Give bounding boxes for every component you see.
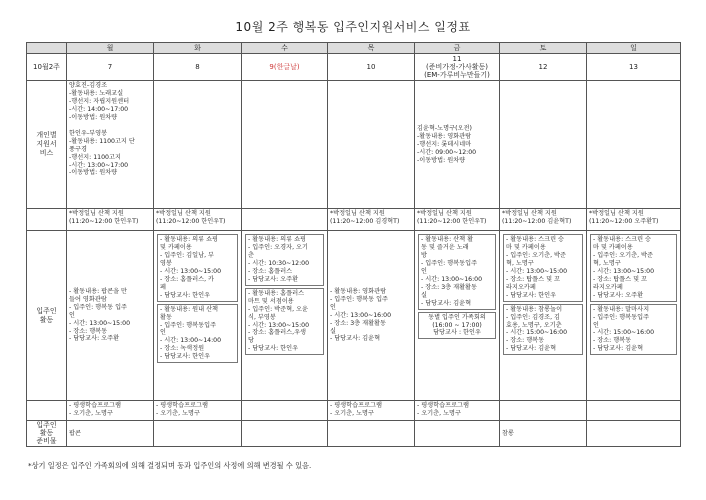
activity-wed: [242, 231, 328, 401]
education-label: [27, 401, 67, 421]
activity-label: 입주인 활동: [27, 231, 67, 401]
supplies-fri: [415, 421, 500, 447]
education-fri: - 평생학습프로그램 - 오기춘, 노명구: [415, 401, 500, 421]
date-wed-holiday: 9(한글날): [242, 54, 328, 81]
education-thu: - 평생학습프로그램 - 오기춘, 노명구: [328, 401, 415, 421]
personal-thu: [328, 81, 415, 209]
activity-thu: - 활동내용: 영화관람 - 입주인: 행복동 입주 인 - 시간: 13:00~16:00 - 장소: 3층 재활활동 실 - 담당교사: 김윤혁: [328, 231, 415, 401]
supplies-thu: [328, 421, 415, 447]
activity-tue: [154, 231, 242, 401]
activity-fri-2: 동별 입주인 가족회의 (16:00 ~ 17:00) 담당교사 : 한인우: [418, 312, 496, 340]
page-title: 10월 2주 행복동 입주인지원서비스 일정표: [235, 20, 471, 34]
activity-fri: [415, 231, 500, 401]
activity-row: [27, 231, 681, 401]
education-sat: [500, 401, 587, 421]
activity-wed-1: - 활동내용: 의류 쇼핑 - 입주인: 오경자, 오기 춘 - 시간: 10:30~12:00 - 장소: 홈플러스 - 담당교사: 오주환: [245, 234, 324, 286]
walk-label: [27, 209, 67, 231]
date-tue: 8: [154, 54, 242, 81]
supplies-mon: 팝콘: [67, 421, 154, 447]
personal-tue: [154, 81, 242, 209]
activity-sun: [587, 231, 681, 401]
personal-fri: 김윤혁-노명구(오전) -활동내용: 영화관람 -행선지: 롯데시네마 -시간: 09:00~12:00 -이동방법: 원차량: [415, 81, 500, 209]
walk-sat: *박정일님 산책 지원 (11:20~12:00 김윤혁T): [500, 209, 587, 231]
date-mon: 7: [67, 54, 154, 81]
walk-thu: *박정일님 산책 지원 (11:20~12:00 김경혁T): [328, 209, 415, 231]
walk-row: [27, 209, 681, 231]
date-row: [27, 54, 681, 81]
activity-mon: - 활동내용: 팝콘을 만 들어 영화관람 - 입주인: 행복동 입주 인 - 시간: 13:00~15:00 - 장소: 행복동 - 담당교사: 오주환: [67, 231, 154, 401]
personal-wed: [242, 81, 328, 209]
education-row: [27, 401, 681, 421]
personal-mon: 양효진-김경조 -활동내용: 노래교실 -행선지: 자립지원센터 -시간: 14:00~17:00 -이동방법: 원차량 한인우-부영봉 -활동내용: 1100고지 단 풍구경 -행선지: 1100고지 -시간: 13:00~17:00 -이동방법: 원차량: [67, 81, 154, 209]
activity-sat-2: - 활동내용: 참롱놀이 - 입주인: 김경조, 김 효용, 노명구, 오기춘 - 시간: 15:00~16:00 - 장소: 행복동 - 담당교사: 김윤혁: [503, 304, 583, 356]
day-header-tue: 화: [154, 43, 242, 54]
education-tue: - 평생학습프로그램 - 오기춘, 노명구: [154, 401, 242, 421]
day-header-sun: 일: [587, 43, 681, 54]
corner-cell: [27, 43, 67, 54]
personal-label: 개인별 지원서 비스: [27, 81, 67, 209]
walk-tue: *박정일님 산책 지원 (11:20~12:00 한인우T): [154, 209, 242, 231]
walk-fri: *박정일님 산책 지원 (11:20~12:00 한인우T): [415, 209, 500, 231]
date-sat: 12: [500, 54, 587, 81]
supplies-tue: [154, 421, 242, 447]
date-sun: 13: [587, 54, 681, 81]
day-header-fri: 금: [415, 43, 500, 54]
activity-tue-1: - 활동내용: 의류 쇼핑 및 카페이용 - 입주인: 김일남, 부 영봉 - 시간: 13:00~15:00 - 장소: 홈플러스, 카 페 - 담당교사: 한인우: [157, 234, 238, 302]
supplies-wed: [242, 421, 328, 447]
day-header-sat: 토: [500, 43, 587, 54]
supplies-sat: 참롱: [500, 421, 587, 447]
education-mon: - 평생학습프로그램 - 오기춘, 노명구: [67, 401, 154, 421]
supplies-label: 입주인 활동 준비물: [27, 421, 67, 447]
date-fri: 11 (준비가정-가사활동) (EM-가루비누만들기): [415, 54, 500, 81]
week-label: 10월2주: [27, 54, 67, 81]
header-row: [27, 43, 681, 54]
activity-fri-1: - 활동내용: 산책 활 동 및 즐거운 노래 방 - 입주인: 행복동입주 인 - 시간: 13:00~16:00 - 장소: 3층 재활활동 실 - 담당교사: 김윤혁: [418, 234, 496, 309]
schedule-table: [26, 42, 681, 447]
walk-sun: *박정일님 산책 지원 (11:20~12:00 오주환T): [587, 209, 681, 231]
day-header-thu: 목: [328, 43, 415, 54]
personal-row: [27, 81, 681, 209]
activity-sat: [500, 231, 587, 401]
footer-note: *상기 일정은 입주인 가족회의에 의해 결정되며 동과 입주인의 사정에 의해 변경될 수 있음.: [28, 461, 312, 470]
date-thu: 10: [328, 54, 415, 81]
supplies-sun: [587, 421, 681, 447]
day-header-mon: 월: [67, 43, 154, 54]
activity-sun-1: - 활동내용: 스크린 승 마 및 카페이용 - 입주인: 오기춘, 박준 혁, 노명구 - 시간: 13:00~15:00 - 장소: 탑플스 및 꼬 라지오카페 - 담당교사: 오주환: [590, 234, 677, 302]
education-wed: [242, 401, 328, 421]
education-sun: [587, 401, 681, 421]
walk-wed: [242, 209, 328, 231]
personal-sat: [500, 81, 587, 209]
activity-wed-2: - 활동내용: 홈플러스 마트 및 서점이용 - 입주인: 박준혁, 오윤 식, 부영봉 - 시간: 13:00~15:00 - 장소: 홈플러스,우생 당 - 담당교사: 한인우: [245, 288, 324, 356]
activity-tue-2: - 활동내용: 원내 산책 활동 - 입주인: 행복동입주 인 - 시간: 13:00~14:00 - 장소: 녹색정원 - 담당교사: 한인우: [157, 304, 238, 364]
walk-mon: *박정일님 산책 지원 (11:20~12:00 한인우T): [67, 209, 154, 231]
personal-sun: [587, 81, 681, 209]
activity-sun-2: - 활동내용: 말마사지 - 입주인: 행복동입주 인 - 시간: 15:00~16:00 - 장소: 행복동 - 담당교사: 김윤혁: [590, 304, 677, 356]
day-header-wed: 수: [242, 43, 328, 54]
supplies-row: [27, 421, 681, 447]
activity-sat-1: - 활동내용: 스크린 승 마 및 카페이용 - 입주인: 오기춘, 박준 혁, 노명구 - 시간: 13:00~15:00 - 장소: 탑플스 및 꼬 라지오카페 - 담당교사: 한인우: [503, 234, 583, 302]
